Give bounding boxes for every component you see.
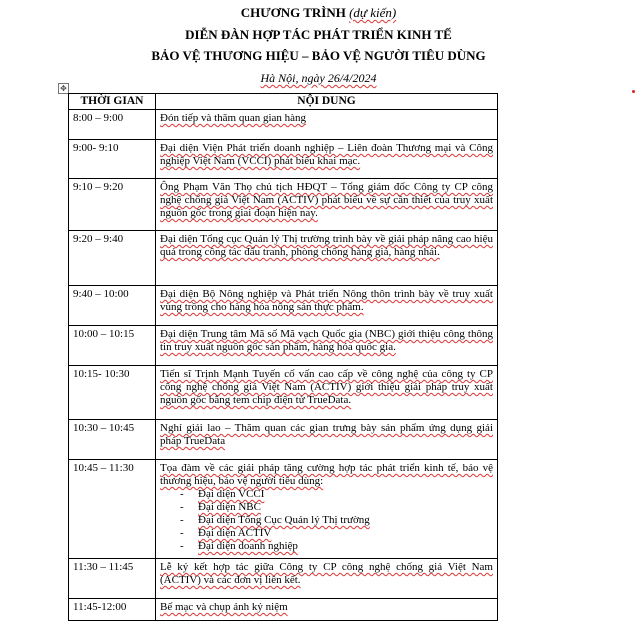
table-header-row — [69, 94, 498, 110]
time-cell: 9:10 – 9:20 — [69, 179, 156, 231]
column-header-time: THỜI GIAN — [69, 94, 156, 110]
date-line: Hà Nội, ngày 26/4/2024 — [260, 71, 377, 85]
content-cell: Tọa đàm về các giải pháp tăng cường hợp tác phát triển kinh tế, bảo vệ thương hiệu, bảo vệ người tiêu dùng: - Đại diện VCCI - Đại diện NBC - Đại diện Tổng Cục Quản lý Thị trường - Đại diện ACTIV - Đại diện doanh nghiệp — [156, 460, 498, 559]
content-cell: Đại diện Bộ Nông nghiệp và Phát triển Nông thôn trình bày về truy xuất vùng trồng cho hàng hóa nông sản thực phẩm. — [156, 286, 498, 326]
time-cell: 9:40 – 10:00 — [69, 286, 156, 326]
forum-title: DIỄN ĐÀN HỢP TÁC PHÁT TRIỂN KINH TẾ — [185, 27, 452, 42]
table-row — [69, 179, 498, 231]
table-row — [69, 326, 498, 366]
content-cell: Bế mạc và chụp ảnh kỷ niệm — [156, 599, 498, 621]
list-item: - Đại diện NBC — [198, 501, 493, 514]
content-cell: Đại diện Tổng cục Quản lý Thị trường trình bày về giải pháp nâng cao hiệu quả trong công tác đấu tranh, phòng chống hàng giả, hàng nhái. — [156, 231, 498, 286]
table-move-handle-icon[interactable]: ✥ — [58, 83, 69, 94]
table-row — [69, 599, 498, 621]
time-cell: 10:15- 10:30 — [69, 366, 156, 420]
content-cell: Đón tiếp và thăm quan gian hàng — [156, 110, 498, 140]
time-cell: 9:20 – 9:40 — [69, 231, 156, 286]
list-item: - Đại diện VCCI — [198, 488, 493, 501]
time-cell: 10:45 – 11:30 — [69, 460, 156, 559]
table-row — [69, 140, 498, 179]
time-cell: 10:00 – 10:15 — [69, 326, 156, 366]
table-row — [69, 286, 498, 326]
title-main: CHƯƠNG TRÌNH — [240, 5, 350, 20]
content-cell: Ông Phạm Văn Thọ chủ tịch HĐQT – Tổng giám đốc Công ty CP công nghệ chống giả Việt Nam (ACTIV) phát biểu về sự cần thiết của truy xuất nguồn gốc trong giai đoạn hiện nay. — [156, 179, 498, 231]
content-cell: Lễ ký kết hợp tác giữa Công ty CP công nghệ chống giả Việt Nam (ACTIV) và các đơn vị liên kết. — [156, 559, 498, 599]
content-cell: Đại diện Trung tâm Mã số Mã vạch Quốc gia (NBC) giới thiệu công thông tin truy xuất nguồn gốc sản phẩm, hàng hóa quốc gia. — [156, 326, 498, 366]
content-cell: Đại diện Viện Phát triển doanh nghiệp – Liên đoàn Thương mại và Công nghiệp Việt Nam (VCCI) phát biểu khai mạc. — [156, 140, 498, 179]
cursor-marker — [632, 90, 635, 93]
content-cell: Nghỉ giải lao – Thăm quan các gian trưng bày sản phẩm ứng dụng giải pháp TrueData — [156, 420, 498, 460]
table-row — [69, 110, 498, 140]
document-title — [0, 5, 637, 21]
list-item: - Đại diện ACTIV — [198, 527, 493, 540]
list-item: - Đại diện Tổng Cục Quản lý Thị trường — [198, 514, 493, 527]
time-cell: 9:00- 9:10 — [69, 140, 156, 179]
panel-participants-list — [160, 488, 493, 553]
title-note: (dự kiến) — [349, 5, 397, 20]
list-item: - Đại diện doanh nghiệp — [198, 540, 493, 553]
time-cell: 11:30 – 11:45 — [69, 559, 156, 599]
table-row — [69, 420, 498, 460]
time-cell: 10:30 – 10:45 — [69, 420, 156, 460]
table-row — [69, 231, 498, 286]
time-cell: 8:00 – 9:00 — [69, 110, 156, 140]
content-cell: Tiến sĩ Trịnh Mạnh Tuyến cố vấn cao cấp về công nghệ của công ty CP công nghệ chống giả Việt Nam (ACTIV) giới thiệu giải pháp truy xuất nguồn gốc bằng tem chip điện tử TrueData. — [156, 366, 498, 420]
table-row — [69, 559, 498, 599]
column-header-content: NỘI DUNG — [156, 94, 498, 110]
time-cell: 11:45-12:00 — [69, 599, 156, 621]
forum-subtitle: BẢO VỆ THƯƠNG HIỆU – BẢO VỆ NGƯỜI TIÊU DÙNG — [151, 48, 486, 63]
table-row — [69, 366, 498, 420]
table-row — [69, 460, 498, 559]
schedule-table — [68, 93, 498, 621]
